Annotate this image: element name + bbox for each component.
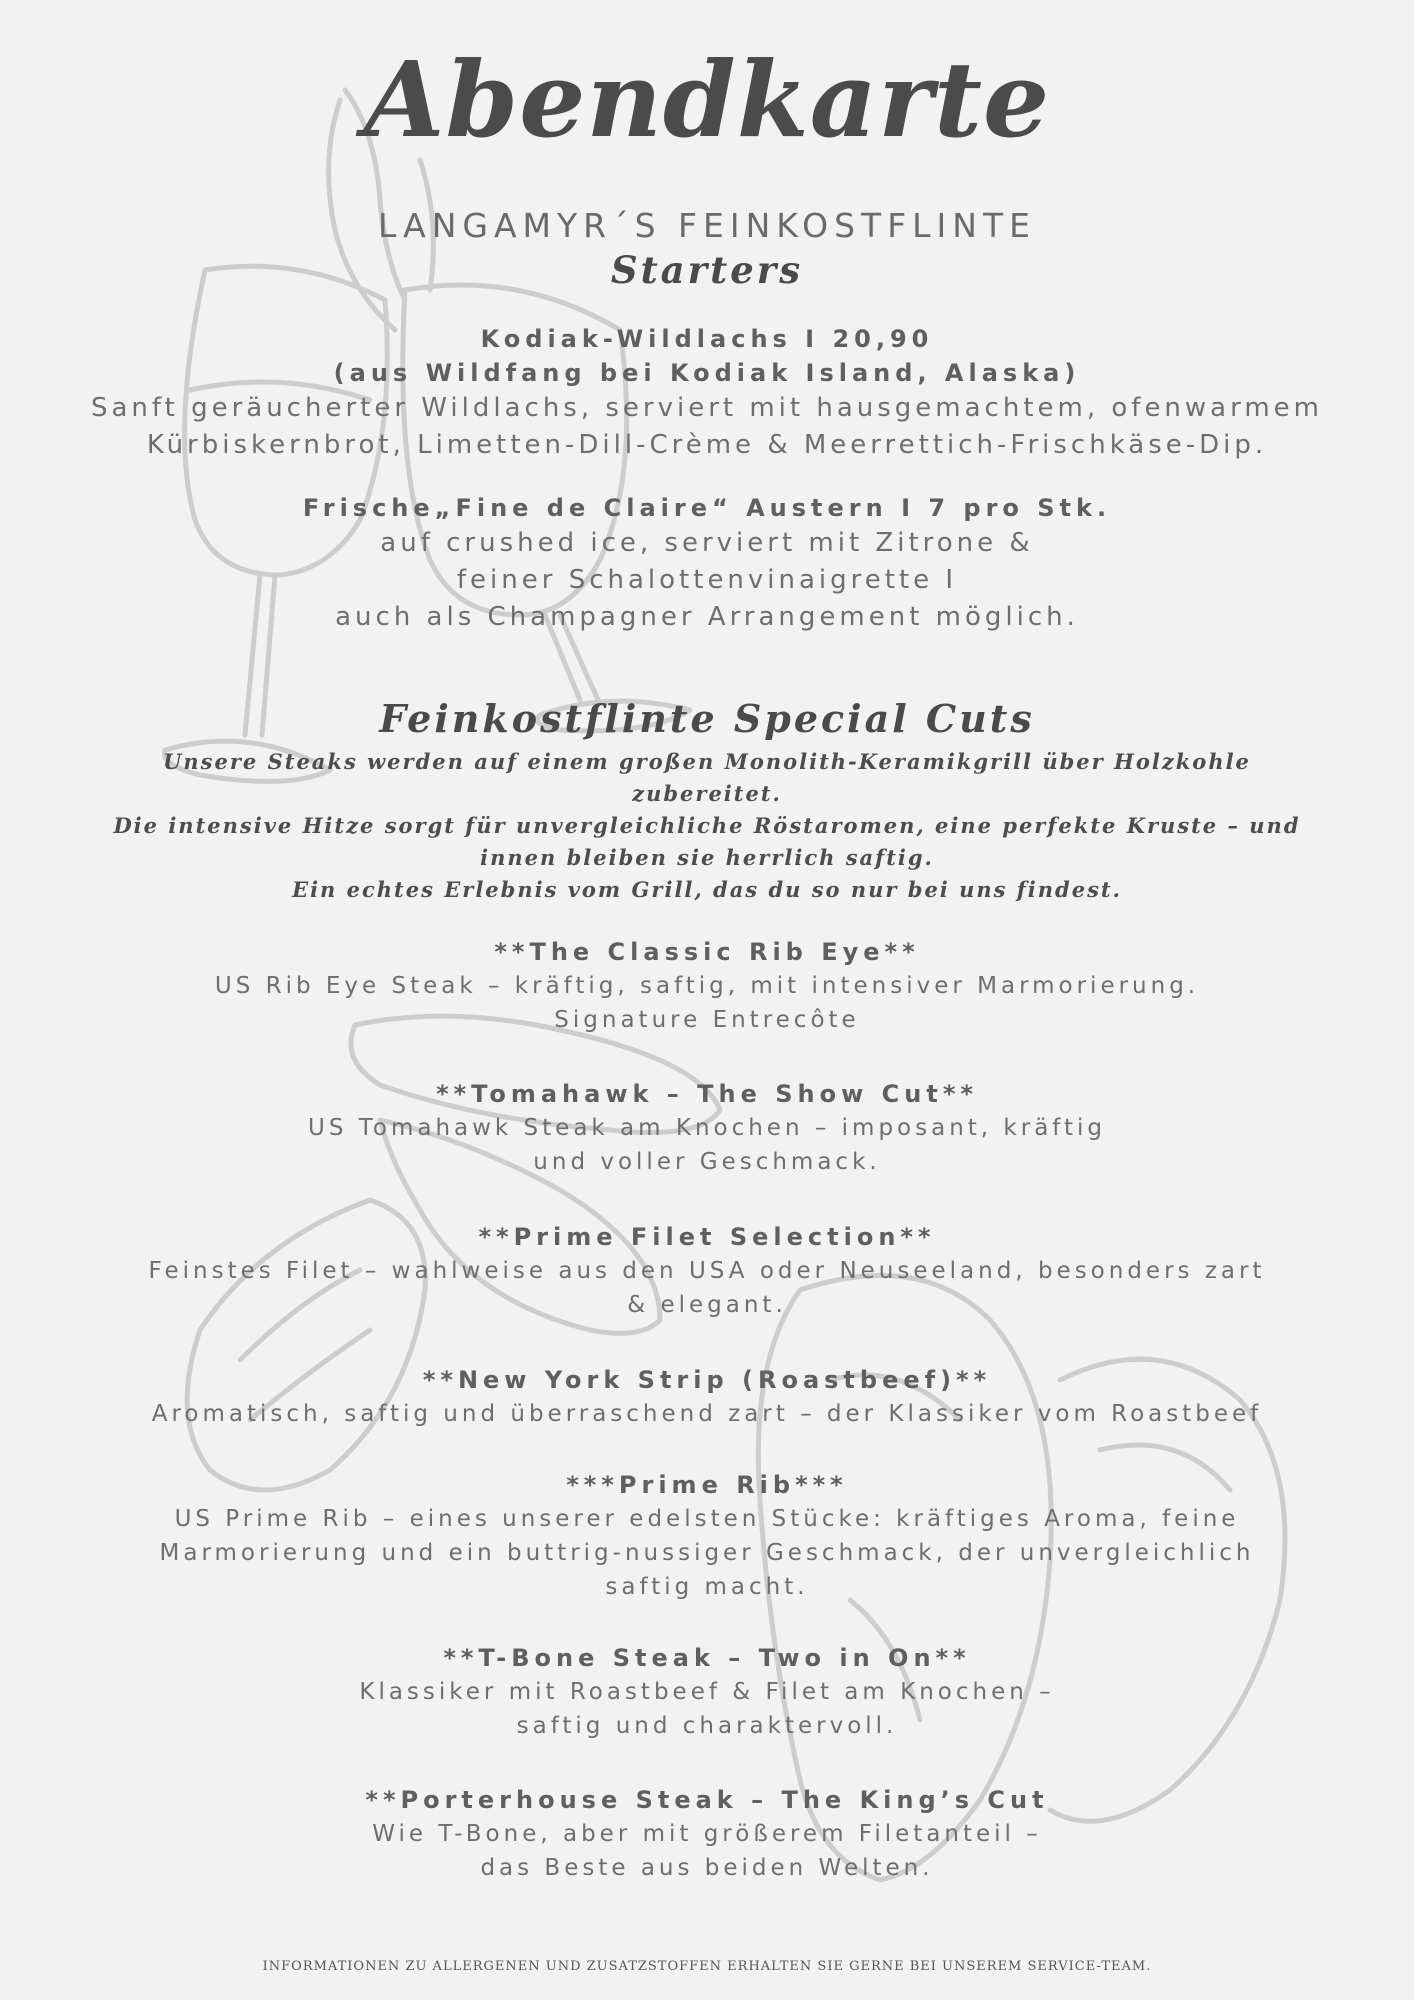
item-description: auch als Champagner Arrangement möglich.: [335, 602, 1079, 632]
item-name: Frische„Fine de Claire“ Austern I 7 pro Stk.: [302, 494, 1112, 522]
menu-item-new-york-strip: [40, 1363, 1374, 1431]
item-description: Signature Entrecôte: [554, 1007, 860, 1033]
item-description: das Beste aus beiden Welten.: [480, 1855, 934, 1881]
item-origin: (aus Wildfang bei Kodiak Island, Alaska): [333, 359, 1081, 387]
menu-item-tomahawk: [40, 1077, 1374, 1179]
item-description: Feinstes Filet – wahlweise aus den USA oder Neuseeland, besonders zart: [148, 1258, 1266, 1284]
item-description: auf crushed ice, serviert mit Zitrone &: [380, 528, 1034, 558]
menu-item-austern: [40, 491, 1374, 636]
item-description: & elegant.: [627, 1292, 787, 1318]
menu-item-prime-rib: [40, 1468, 1374, 1604]
item-name: **The Classic Rib Eye**: [494, 938, 920, 966]
intro-line: Die intensive Hitze sorgt für unvergleichliche Röstaromen, eine perfekte Kruste – und: [113, 813, 1301, 838]
item-description: US Rib Eye Steak – kräftig, saftig, mit intensiver Marmorierung.: [214, 973, 1200, 999]
menu-item-rib-eye: [40, 935, 1374, 1037]
item-name: **Porterhouse Steak – The King’s Cut: [365, 1786, 1049, 1814]
intro-line: Unsere Steaks werden auf einem großen Monolith-Keramikgrill über Holzkohle: [163, 749, 1251, 774]
item-description: feiner Schalottenvinaigrette I: [456, 565, 958, 595]
item-description: Sanft geräucherter Wildlachs, serviert mit hausgemachtem, ofenwarmem: [91, 393, 1323, 423]
item-name: **Prime Filet Selection**: [478, 1223, 936, 1251]
menu-item-t-bone: [40, 1641, 1374, 1743]
item-description: Aromatisch, saftig und überraschend zart – der Klassiker vom Roastbeef: [151, 1401, 1263, 1427]
item-name: **New York Strip (Roastbeef)**: [422, 1366, 992, 1394]
item-name: **Tomahawk – The Show Cut**: [436, 1080, 978, 1108]
item-description: Kürbiskernbrot, Limetten-Dill-Crème & Meerrettich-Frischkäse-Dip.: [146, 430, 1268, 460]
intro-line: zubereitet.: [632, 781, 782, 806]
menu-item-prime-filet: [40, 1220, 1374, 1322]
item-description: saftig macht.: [605, 1574, 809, 1600]
menu-item-porterhouse: [40, 1783, 1374, 1885]
item-description: und voller Geschmack.: [533, 1149, 881, 1175]
item-description: saftig und charaktervoll.: [516, 1713, 898, 1739]
item-name: ***Prime Rib***: [566, 1471, 848, 1499]
item-name: Kodiak-Wildlachs I 20,90: [480, 325, 934, 353]
menu-item-wildlachs: [40, 322, 1374, 464]
item-description: Wie T-Bone, aber mit größerem Filetanteil –: [372, 1821, 1042, 1847]
section-heading-starters: Starters: [610, 248, 804, 292]
page-title: Abendkarte: [363, 38, 1051, 161]
item-name: **T-Bone Steak – Two in On**: [443, 1644, 971, 1672]
item-description: US Tomahawk Steak am Knochen – imposant, kräftig: [307, 1115, 1106, 1141]
intro-line: Ein echtes Erlebnis vom Grill, das du so nur bei uns findest.: [292, 877, 1122, 902]
special-cuts-intro: [60, 746, 1354, 906]
allergen-notice: INFORMATIONEN ZU ALLERGENEN UND ZUSATZSTOFFEN ERHALTEN SIE GERNE BEI UNSEREM SERVICE-TEAM.: [262, 1959, 1152, 1974]
restaurant-name: LANGAMYR´S FEINKOSTFLINTE: [377, 206, 1036, 245]
section-heading-special-cuts: Feinkostflinte Special Cuts: [379, 696, 1035, 741]
item-description: Klassiker mit Roastbeef & Filet am Knochen –: [359, 1679, 1055, 1705]
item-description: US Prime Rib – eines unserer edelsten Stücke: kräftiges Aroma, feine: [174, 1506, 1240, 1532]
intro-line: innen bleiben sie herrlich saftig.: [480, 845, 934, 870]
item-description: Marmorierung und ein buttrig-nussiger Geschmack, der unvergleichlich: [159, 1540, 1255, 1566]
